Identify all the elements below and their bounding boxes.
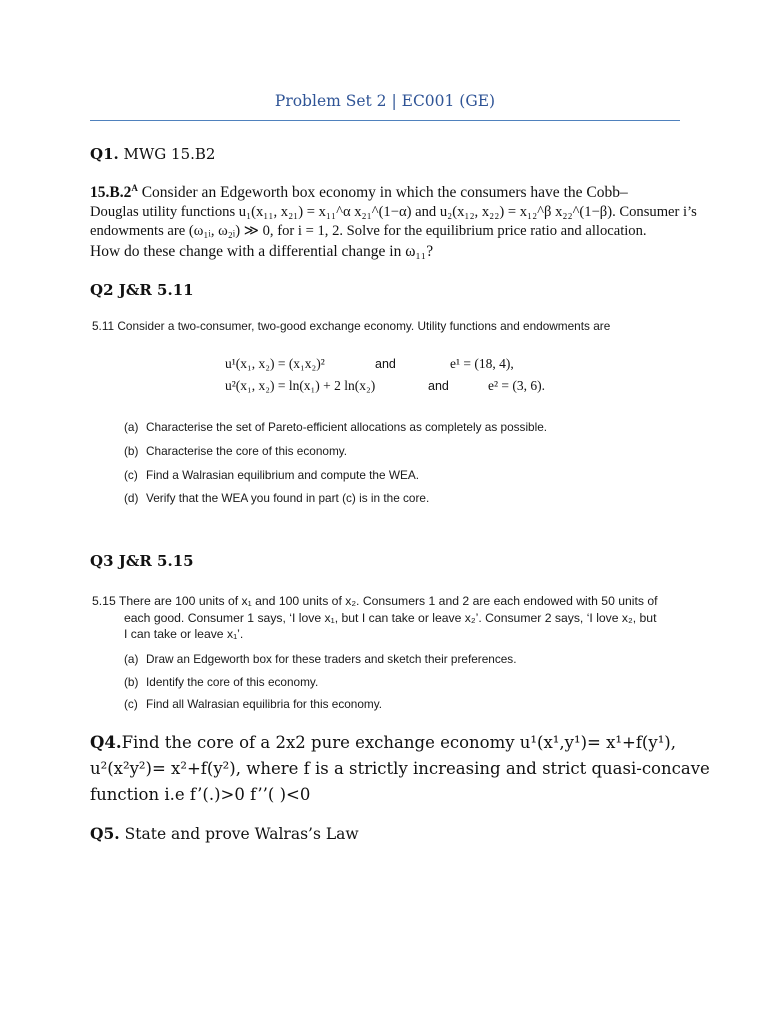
- q3-part-c: [124, 697, 382, 711]
- q3-heading: Q3 J&R 5.15: [90, 552, 194, 570]
- q2-part-a: [124, 420, 547, 434]
- q1-line-4: How do these change with a differential change in ω₁₁?: [90, 242, 434, 260]
- q2-part-b: [124, 444, 347, 458]
- q2-eq1-endowment: e¹ = (18, 4),: [450, 356, 514, 371]
- q1-label: Q1.: [90, 145, 119, 163]
- q3-part-b-text: Identify the core of this economy.: [146, 675, 319, 689]
- q3-part-b: [124, 675, 318, 689]
- q2-part-c-label: (c): [124, 468, 138, 482]
- q2-eq2-and: and: [428, 379, 449, 393]
- q3-part-a-text: Draw an Edgeworth box for these traders and sketch their preferences.: [146, 652, 517, 666]
- q2-part-b-label: (b): [124, 444, 139, 458]
- q2-part-a-text: Characterise the set of Pareto-efficient allocations as completely as possible.: [146, 420, 548, 434]
- q2-part-c: [124, 468, 419, 482]
- page-header-title: Problem Set 2 | EC001 (GE): [274, 92, 496, 110]
- q1-line-3: endowments are (ω₁ᵢ, ω₂ᵢ) ≫ 0, for i = 1, 2. Solve for the equilibrium price ratio and allocation.: [90, 223, 647, 240]
- q4-line-1: [90, 730, 690, 756]
- q2-equation-row-2: [0, 378, 768, 396]
- q3-part-a-label: (a): [124, 652, 139, 666]
- q1-problem-text: [90, 179, 697, 261]
- q2-intro: 5.11 Consider a two-consumer, two-good exchange economy. Utility functions and endowments are: [92, 319, 611, 333]
- q2-part-b-text: Characterise the core of this economy.: [146, 444, 348, 458]
- q5-label: Q5.: [90, 824, 120, 843]
- q2-part-d-text: Verify that the WEA you found in part (c) is in the core.: [146, 491, 430, 505]
- q1-line-1-text: Consider an Edgeworth box economy in which the consumers have the Cobb–: [141, 184, 628, 202]
- q4-block: [90, 730, 710, 808]
- q3-part-c-text: Find all Walrasian equilibria for this economy.: [146, 697, 383, 711]
- q1-problem-sup: A: [131, 183, 138, 193]
- q3-part-c-label: (c): [124, 697, 138, 711]
- q1-line-2: Douglas utility functions u₁(x₁₁, x₂₁) = x₁₁^α x₂₁^(1−α) and u₂(x₁₂, x₂₂) = x₁₂^β x₂₂^(1−β). Consumer i’s: [90, 203, 697, 220]
- q1-source: MWG 15.B2: [123, 145, 216, 163]
- q1-heading: [90, 145, 215, 163]
- q2-eq2-endowment: e² = (3, 6).: [488, 378, 546, 393]
- q1-problem-number: 15.B.2: [90, 184, 132, 202]
- q2-part-d-label: (d): [124, 491, 139, 505]
- q2-eq1-and: and: [375, 357, 396, 371]
- q5-heading: [90, 824, 359, 843]
- q2-equation-row-1: [0, 356, 768, 374]
- q2-part-d: [124, 491, 429, 505]
- q3-part-b-label: (b): [124, 675, 139, 689]
- q4-line-3: function i.e f’(.)>0 f’’( )<0: [90, 785, 311, 804]
- q5-text: State and prove Walras’s Law: [124, 825, 359, 843]
- header-divider: [90, 120, 680, 121]
- q3-line-3: I can take or leave x₁’.: [124, 627, 244, 641]
- q3-line-2: each good. Consumer 1 says, ‘I love x₁, but I can take or leave x₂’. Consumer 2 says, ‘I love x₂, but: [124, 611, 657, 625]
- q2-eq2-utility: u²(x₁, x₂) = ln(x₁) + 2 ln(x₂): [225, 378, 376, 393]
- q2-heading: Q2 J&R 5.11: [90, 281, 194, 299]
- q3-line-1: 5.15 There are 100 units of x₁ and 100 units of x₂. Consumers 1 and 2 are each endowed with 50 units of: [92, 594, 658, 608]
- q4-line-2: u²(x²y²)= x²+f(y²), where f is a strictly increasing and strict quasi-concave: [90, 759, 710, 778]
- q2-eq1-utility: u¹(x₁, x₂) = (x₁x₂)²: [225, 356, 325, 371]
- q4-line-1-text: Find the core of a 2x2 pure exchange economy u¹(x¹,y¹)= x¹+f(y¹),: [121, 733, 676, 752]
- q2-part-a-label: (a): [124, 420, 139, 434]
- q1-line-1: [90, 179, 670, 203]
- q2-part-c-text: Find a Walrasian equilibrium and compute the WEA.: [146, 468, 419, 482]
- q4-label: Q4.: [90, 733, 122, 752]
- q3-part-a: [124, 652, 517, 666]
